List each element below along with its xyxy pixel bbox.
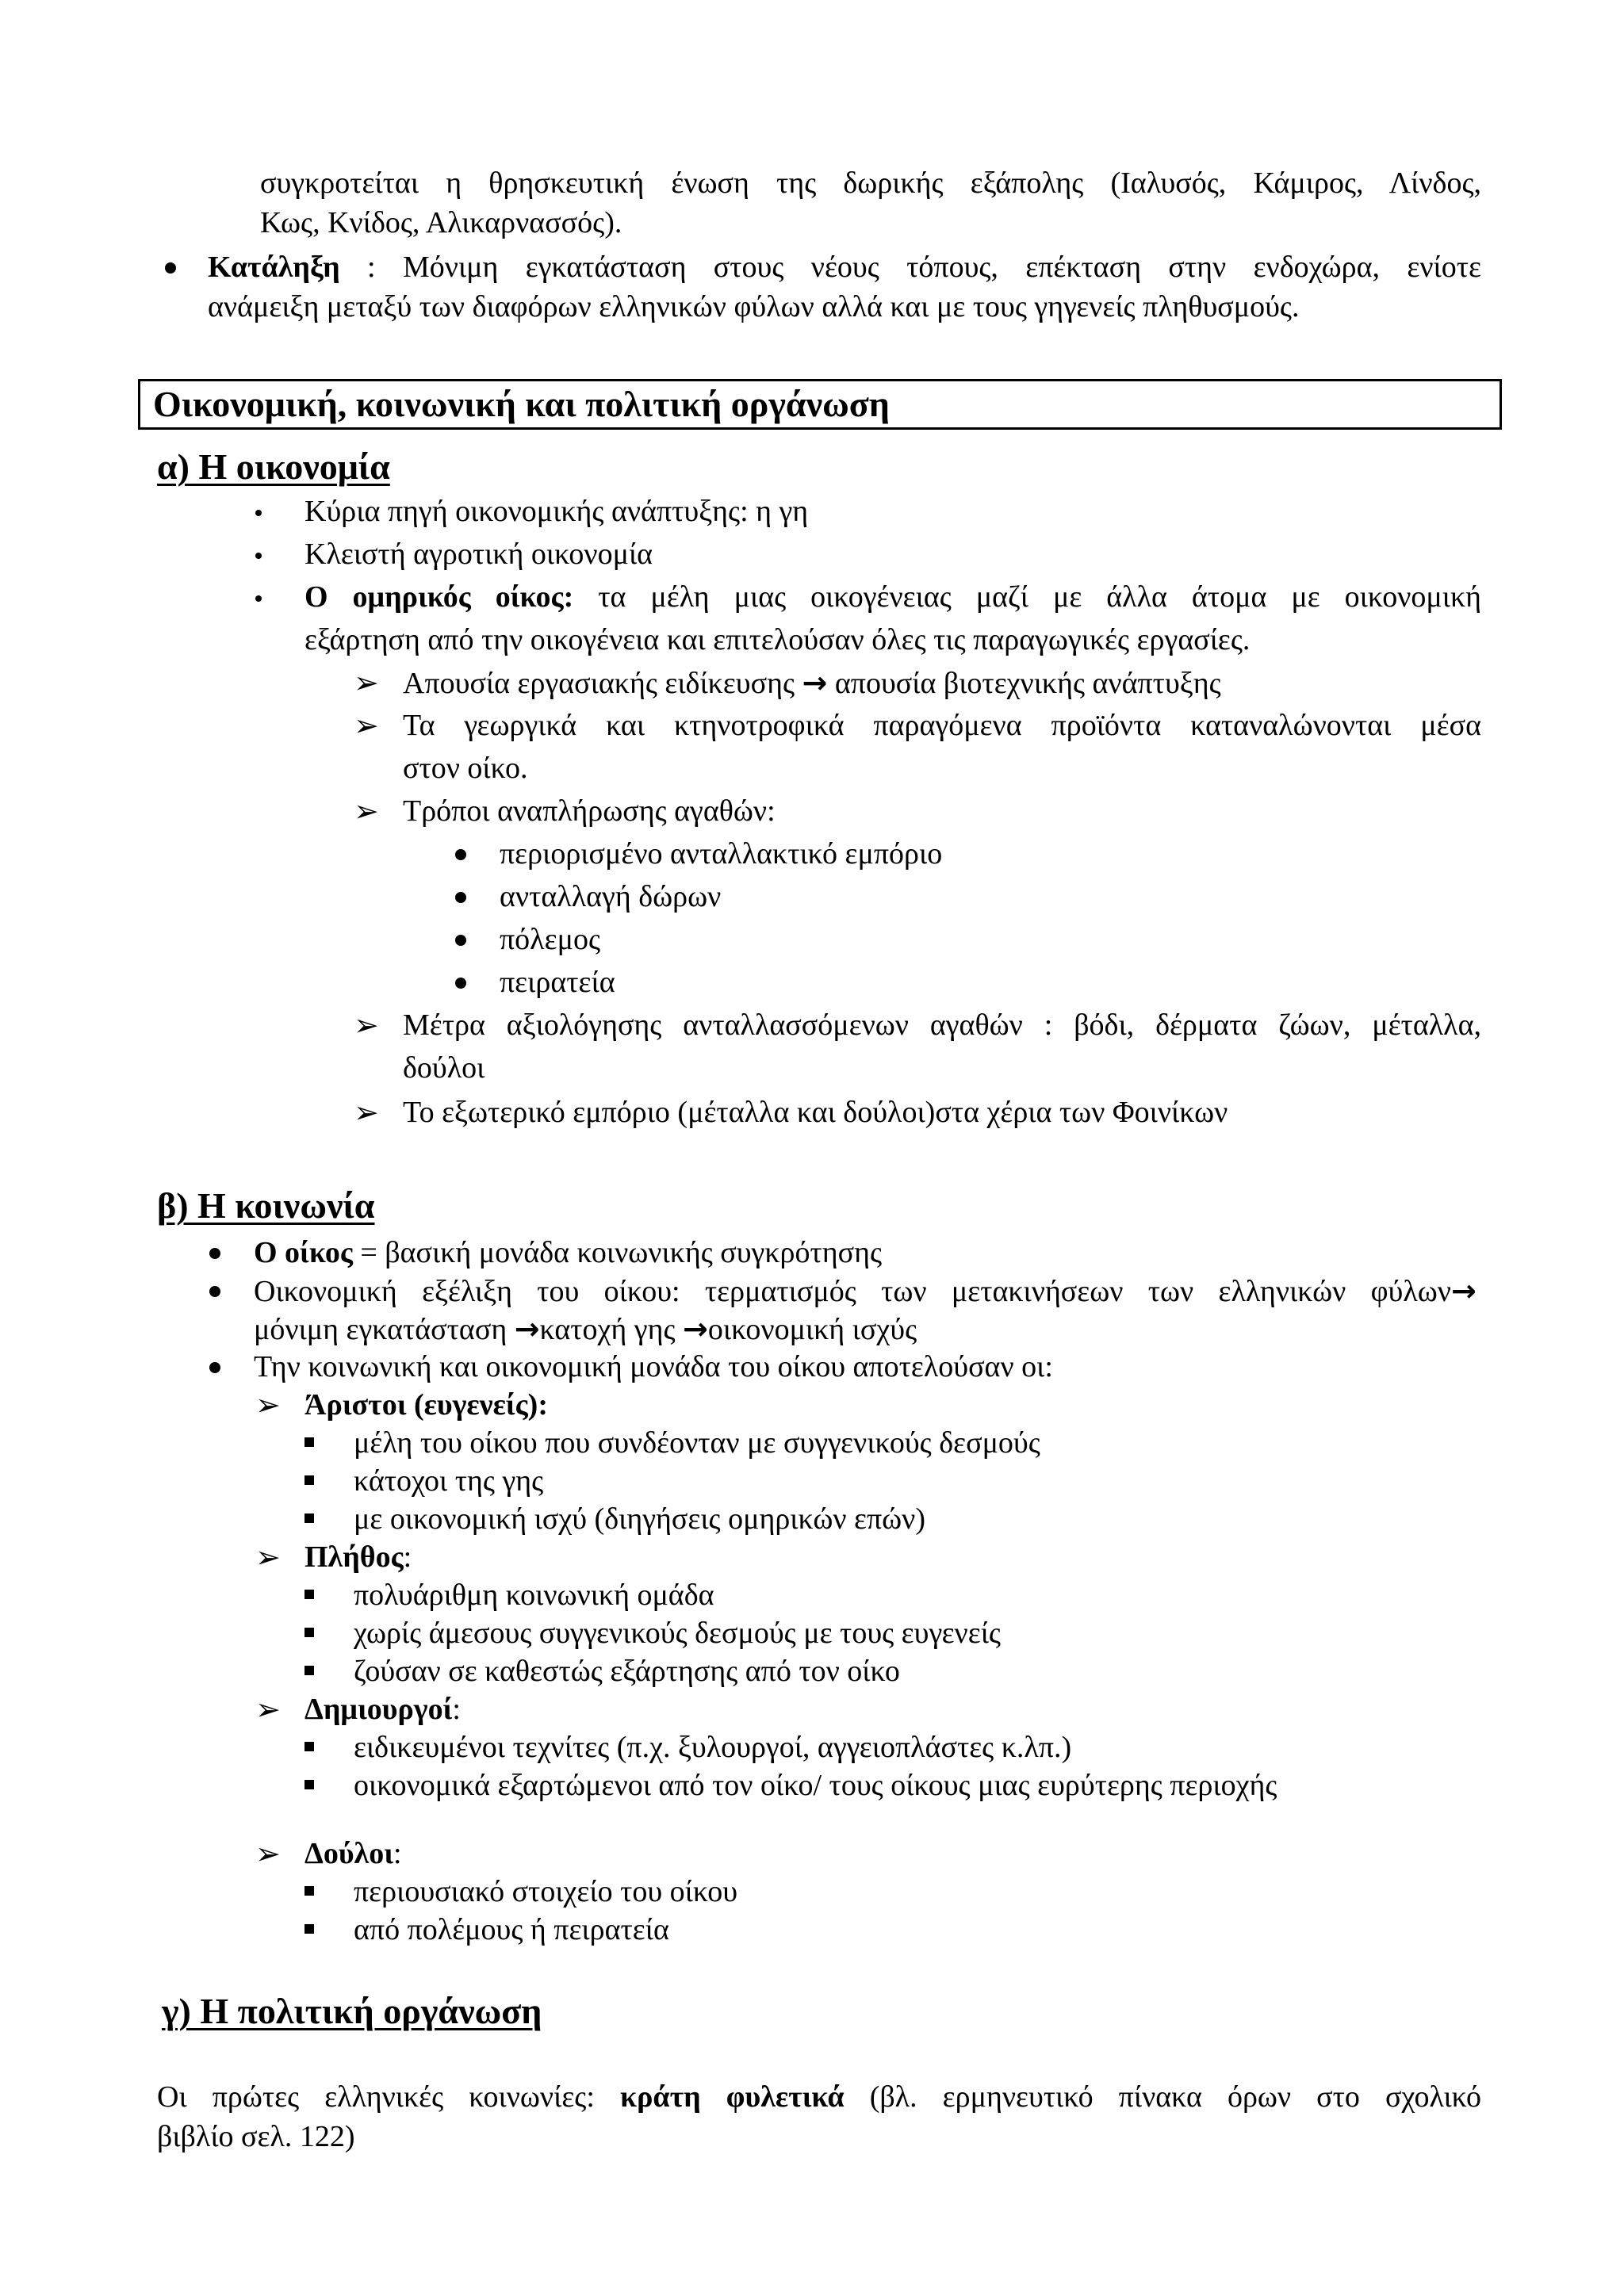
section-title: Οικονομική, κοινωνική και πολιτική οργάνωση xyxy=(153,384,890,424)
right-arrow-icon: → xyxy=(802,665,828,700)
economy-item-1: Κύρια πηγή οικονομικής ανάπτυξης: η γη xyxy=(304,495,809,528)
dimiourgoi-colon: : xyxy=(452,1693,461,1726)
omirikos-oikos-text: τα μέλη μιας οικογένειας μαζί με άλλα άτομα με οικονομική xyxy=(573,580,1481,614)
economy-sub-4-line-1: Μέτρα αξιολόγησης ανταλλασσόμενων αγαθών : βόδι, δέρματα ζώων, μέταλλα, xyxy=(403,1008,1481,1042)
economy-item-2: Κλειστή αγροτική οικονομία xyxy=(304,538,653,571)
item2-c: οικονομική ισχύς xyxy=(707,1313,917,1346)
society-item-2-line-1 xyxy=(254,1271,1481,1311)
society-item-3: Την κοινωνική και οικονομική μονάδα του οίκου αποτελούσαν οι: xyxy=(254,1350,1053,1383)
bullet-dot xyxy=(455,935,466,946)
oikos-label: Ο οίκος xyxy=(254,1236,353,1269)
arrow-bullet-icon: ➢ xyxy=(255,1540,281,1575)
kratei-fyletika: κράτη φυλετικά xyxy=(619,2080,845,2114)
aristoi-item-3: με οικονομική ισχύ (διηγήσεις ομηρικών επών) xyxy=(354,1502,926,1536)
bullet-dot xyxy=(255,510,262,516)
square-bullet xyxy=(304,1590,314,1599)
society-item-2-line-2 xyxy=(254,1309,917,1349)
plithos-heading xyxy=(304,1537,412,1577)
bullet-dot xyxy=(255,595,262,602)
section-title-box xyxy=(138,379,1502,430)
arrow-bullet-icon: ➢ xyxy=(255,1692,281,1727)
right-arrow-icon: → xyxy=(514,1311,540,1346)
kataliksi-text: : Μόνιμη εγκατάσταση στους νέους τόπους, επέκταση στην ενδοχώρα, ενίοτε xyxy=(339,251,1481,284)
arrow-bullet-icon: ➢ xyxy=(255,1387,281,1422)
douloi-item-2: από πολέμους ή πειρατεία xyxy=(354,1913,669,1946)
sub1-b: απουσία βιοτεχνικής ανάπτυξης xyxy=(827,667,1221,700)
economy-sub-2-line-2: στον οίκο. xyxy=(403,752,528,785)
plithos-item-2: χωρίς άμεσους συγγενικούς δεσμούς με τους ευγενείς xyxy=(354,1617,1001,1650)
bullet-dot xyxy=(455,978,466,989)
economy-item-3-line-2: εξάρτηση από την οικογένεια και επιτελούσαν όλες τις παραγωγικές εργασίες. xyxy=(304,623,1251,656)
supply-item-1: περιορισμένο ανταλλακτικό εμπόριο xyxy=(500,837,943,871)
bullet-dot xyxy=(165,262,176,274)
society-item-1 xyxy=(254,1233,882,1272)
plithos-item-1: πολυάριθμη κοινωνική ομάδα xyxy=(354,1578,714,1612)
society-heading: β) Η κοινωνία xyxy=(157,1185,375,1226)
square-bullet xyxy=(304,1886,314,1896)
plithos-item-3: ζούσαν σε καθεστώς εξάρτησης από τον οίκο xyxy=(354,1655,900,1688)
bullet-dot xyxy=(455,892,466,903)
dimiourgoi-item-1: ειδικευμένοι τεχνίτες (π.χ. ξυλουργοί, αγγειοπλάστες κ.λπ.) xyxy=(354,1731,1072,1764)
supply-item-3: πόλεμος xyxy=(500,923,600,956)
aristoi-item-2: κάτοχοι της γης xyxy=(354,1464,544,1498)
douloi-label: Δούλοι xyxy=(304,1837,393,1870)
oikos-text: = βασική μονάδα κοινωνικής συγκρότησης xyxy=(352,1236,883,1269)
square-bullet xyxy=(304,1924,314,1934)
aristoi-item-1: μέλη του οίκου που συνδέονταν με συγγενικούς δεσμούς xyxy=(354,1426,1040,1460)
item2-a: μόνιμη εγκατάσταση xyxy=(254,1313,515,1346)
kataliksi-label: Κατάληξη xyxy=(208,251,340,284)
douloi-heading xyxy=(304,1834,402,1873)
bullet-dot xyxy=(209,1248,220,1259)
bullet-dot xyxy=(255,553,262,559)
bullet-dot xyxy=(209,1362,220,1373)
kataliksi-line-2: ανάμειξη μεταξύ των διαφόρων ελληνικών φύλων αλλά και με τους γηγενείς πληθυσμούς. xyxy=(208,290,1300,323)
douloi-item-1: περιουσιακό στοιχείο του οίκου xyxy=(354,1875,738,1908)
dimiourgoi-item-2: οικονομικά εξαρτώμενοι από τον οίκο/ τους οίκους μιας ευρύτερης περιοχής xyxy=(354,1769,1277,1802)
omirikos-oikos-label: Ο ομηρικός οίκος: xyxy=(304,580,574,614)
politics-a: Οι πρώτες ελληνικές κοινωνίες: xyxy=(157,2080,620,2114)
politics-heading: γ) Η πολιτική οργάνωση xyxy=(162,1991,542,2031)
bullet-dot xyxy=(455,849,466,860)
society-item-2-text: Οικονομική εξέλιξη του οίκου: τερματισμός των μετακινήσεων των ελληνικών φύλων xyxy=(254,1275,1451,1308)
square-bullet xyxy=(304,1475,314,1485)
arrow-bullet-icon: ➢ xyxy=(354,1008,379,1043)
square-bullet xyxy=(304,1628,314,1637)
square-bullet xyxy=(304,1513,314,1523)
economy-sub-2-line-1: Τα γεωργικά και κτηνοτροφικά παραγόμενα προϊόντα καταναλώνονται μέσα xyxy=(403,709,1481,742)
douloi-colon: : xyxy=(393,1837,402,1870)
politics-b: (βλ. ερμηνευτικό πίνακα όρων στο σχολικό xyxy=(844,2080,1481,2114)
arrow-bullet-icon: ➢ xyxy=(354,708,379,743)
square-bullet xyxy=(304,1742,314,1751)
economy-sub-3: Τρόποι αναπλήρωσης αγαθών: xyxy=(403,794,776,828)
plithos-colon: : xyxy=(403,1540,412,1574)
right-arrow-icon: → xyxy=(1451,1273,1477,1308)
supply-item-4: πειρατεία xyxy=(500,966,615,999)
economy-sub-1 xyxy=(403,663,1221,703)
arrow-bullet-icon: ➢ xyxy=(354,1095,379,1130)
square-bullet xyxy=(304,1780,314,1789)
economy-item-3-line-1 xyxy=(304,577,1481,617)
supply-item-2: ανταλλαγή δώρων xyxy=(500,880,722,913)
intro-line-1: συγκροτείται η θρησκευτική ένωση της δωρικής εξάπολης (Ιαλυσός, Κάμιρος, Λίνδος, xyxy=(260,166,1481,200)
economy-sub-4-line-2: δούλοι xyxy=(403,1051,485,1085)
dimiourgoi-heading xyxy=(304,1689,461,1729)
dimiourgoi-label: Δημιουργοί xyxy=(304,1693,453,1726)
kataliksi-line-1 xyxy=(208,247,1481,287)
politics-line-2: βιβλίο σελ. 122) xyxy=(157,2120,355,2153)
aristoi-label: Άριστοι (ευγενείς): xyxy=(304,1388,548,1422)
square-bullet xyxy=(304,1437,314,1447)
politics-line-1 xyxy=(157,2077,1481,2117)
intro-line-2: Κως, Κνίδος, Αλικαρνασσός). xyxy=(260,206,622,239)
sub1-a: Απουσία εργασιακής ειδίκευσης xyxy=(403,667,802,700)
economy-heading: α) Η οικονομία xyxy=(157,446,390,487)
right-arrow-icon: → xyxy=(683,1311,708,1346)
item2-b: κατοχή γης xyxy=(539,1313,683,1346)
arrow-bullet-icon: ➢ xyxy=(354,665,379,700)
economy-sub-5: Το εξωτερικό εμπόριο (μέταλλα και δούλοι)στα χέρια των Φοινίκων xyxy=(403,1096,1228,1129)
bullet-dot xyxy=(209,1286,220,1297)
square-bullet xyxy=(304,1666,314,1675)
arrow-bullet-icon: ➢ xyxy=(354,794,379,828)
plithos-label: Πλήθος xyxy=(304,1540,404,1574)
arrow-bullet-icon: ➢ xyxy=(255,1836,281,1871)
